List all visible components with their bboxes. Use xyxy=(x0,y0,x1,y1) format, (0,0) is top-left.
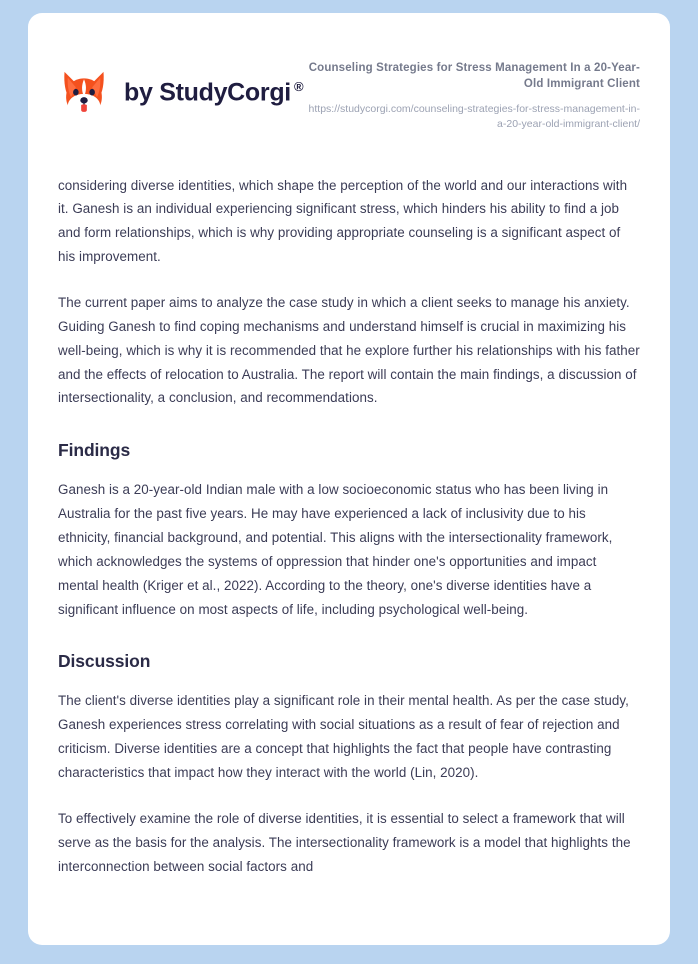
document-header xyxy=(28,13,670,132)
section-heading-findings: Findings xyxy=(58,440,131,461)
document-page xyxy=(28,13,670,945)
corgi-head-icon xyxy=(58,67,110,119)
document-meta xyxy=(303,59,640,132)
paragraph-findings-1: Ganesh is a 20-year-old Indian male with a low socioeconomic status who has been living in Australia for the past five years. He may have experienced a lack of inclusivity due to his ethnicity, financial background, and potential. This aligns with the intersectionality framework, which acknowledges the systems of oppression that hinder one's opportunities and impact mental health (Kriger et al., 2022). According to the theory, one's diverse identities have a significant influence on most aspects of life, including psychological well-being. xyxy=(58,482,613,617)
source-url[interactable]: https://studycorgi.com/counseling-strategies-for-stress-management-in-a-20-year-old-immigrant-client/ xyxy=(308,102,640,130)
registered-trademark-icon: ® xyxy=(293,79,304,95)
page-title: Counseling Strategies for Stress Management In a 20-Year-Old Immigrant Client xyxy=(308,62,640,90)
brand-wordmark-text xyxy=(124,80,303,105)
paragraph-discussion-1: The client's diverse identities play a significant role in their mental health. As per the case study, Ganesh experiences stress correlating with social situations as a result of fear of rejection and criticism. Diverse identities are a concept that highlights the fact that people have contrasting characteristics that impact how they interact with the world (Lin, 2020). xyxy=(58,693,629,780)
paragraph-discussion-2: To effectively examine the role of diverse identities, it is essential to select a framework that will serve as the basis for the analysis. The intersectionality framework is a model that highlights the interconnection between social factors and xyxy=(58,810,631,874)
section-heading-discussion: Discussion xyxy=(58,651,151,672)
paragraph-intro-1: considering diverse identities, which shape the perception of the world and our interactions with it. Ganesh is an individual experiencing significant stress, which hinders his ability to find a job and form relationships, which is why providing appropriate counseling is a significant aspect of his improvement. xyxy=(58,177,628,265)
brand-logo[interactable] xyxy=(58,59,303,119)
paragraph-intro-2: The current paper aims to analyze the case study in which a client seeks to manage his anxiety. Guiding Ganesh to find coping mechanisms and understand himself is crucial in maximizing his well-being, which is why it is recommended that he explore further his relationships with his father and the effects of relocation to Australia. The report will contain the main findings, a discussion of intersectionality, a conclusion, and recommendations. xyxy=(58,294,640,406)
document-body xyxy=(28,174,670,879)
brand-wordmark-label: by StudyCorgi xyxy=(124,78,291,107)
